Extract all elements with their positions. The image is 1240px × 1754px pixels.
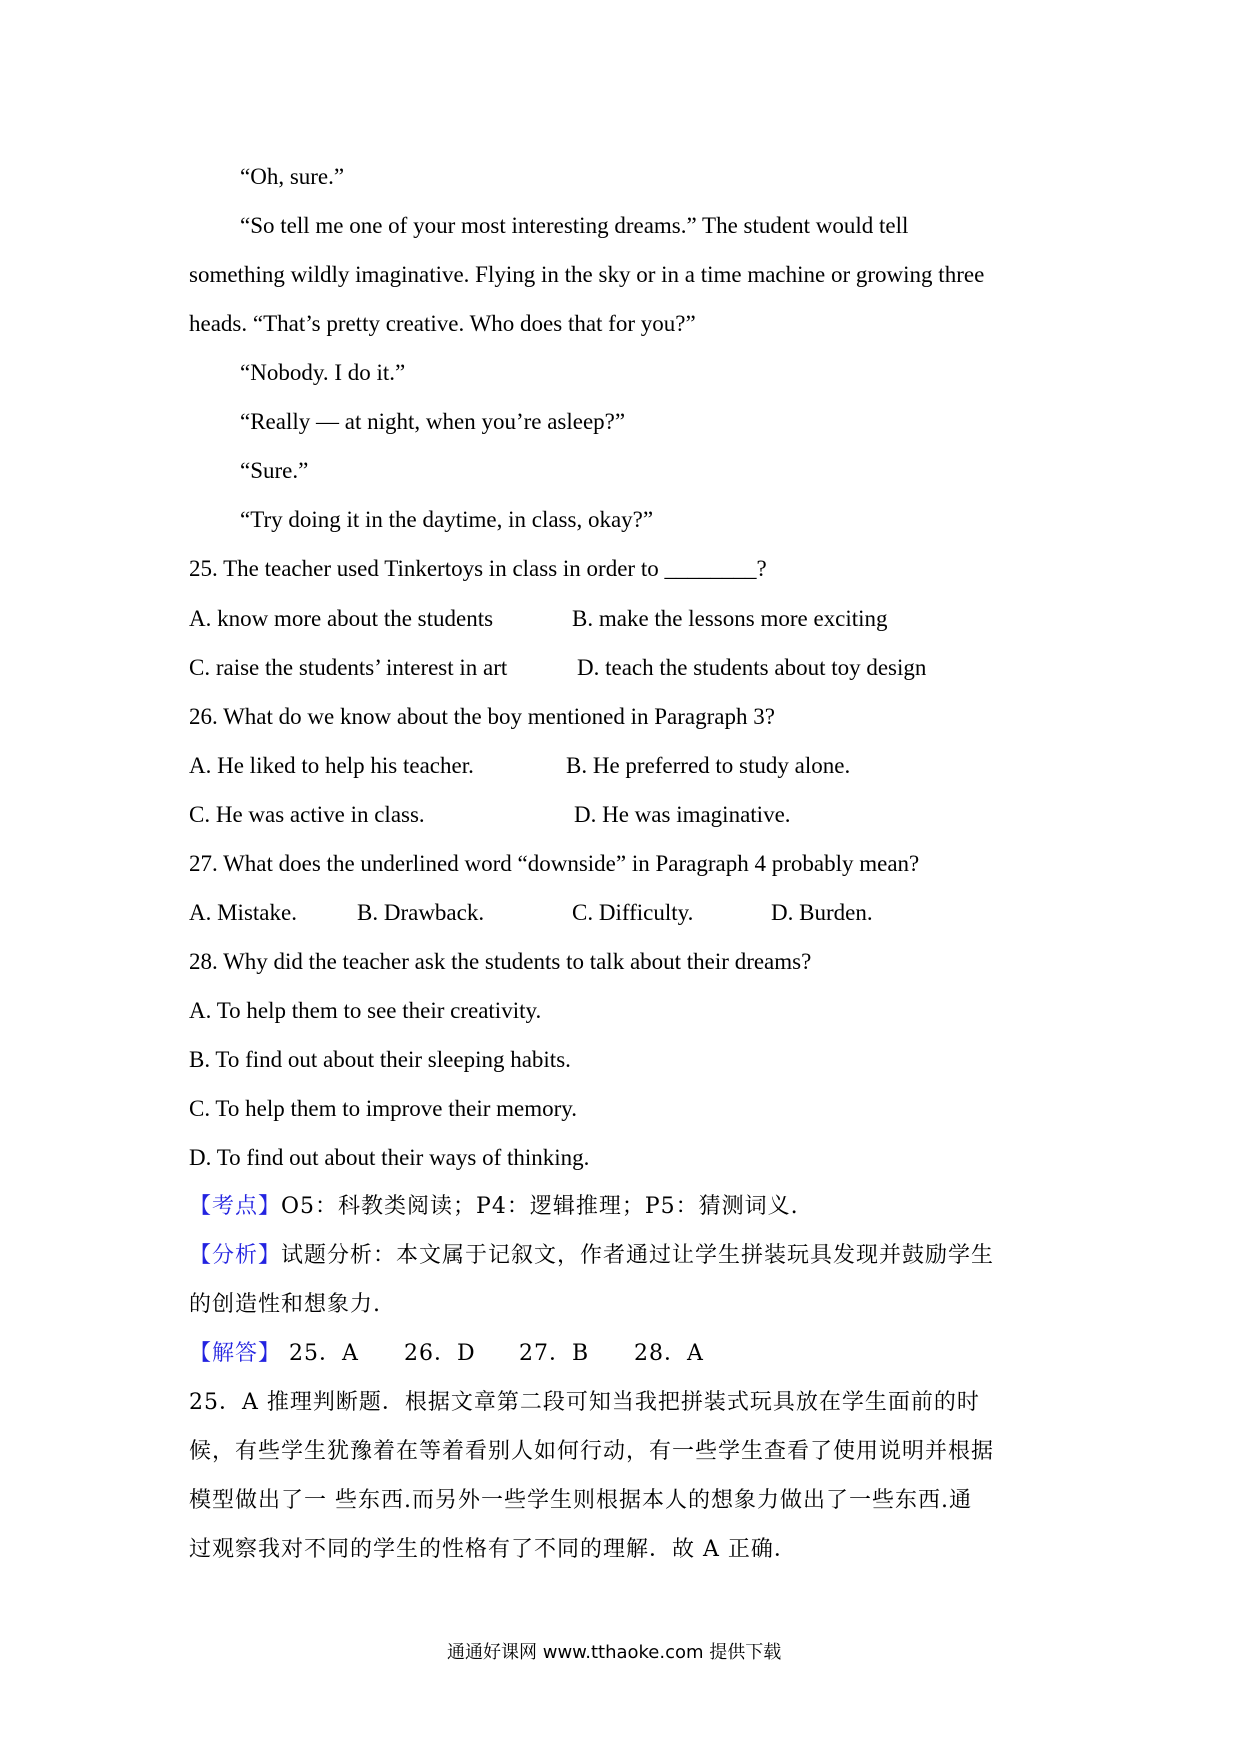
passage-line: “Nobody. I do it.”: [240, 360, 406, 385]
passage-line: heads. “That’s pretty creative. Who does that for you?”: [189, 311, 696, 336]
fenxi-label: 【分析】: [189, 1243, 282, 1268]
option-d: D. teach the students about toy design: [577, 655, 927, 680]
option-c: C. Difficulty.: [572, 900, 694, 925]
question-25-stem: 25. The teacher used Tinkertoys in class in order to ________?: [189, 556, 767, 581]
explanation-line: 25．A 推理判断题．根据文章第二段可知当我把拼装式玩具放在学生面前的时: [189, 1390, 980, 1415]
kaodian-text: O5：科教类阅读；P4：逻辑推理；P5：猜测词义.: [281, 1194, 799, 1219]
option-c: C. To help them to improve their memory.: [189, 1096, 578, 1121]
option-c: C. He was active in class.: [189, 802, 425, 827]
passage-line: something wildly imaginative. Flying in the sky or in a time machine or growing three: [189, 262, 985, 287]
answer: 26．D: [404, 1341, 476, 1366]
option-d: D. He was imaginative.: [574, 802, 791, 827]
question-25-options-row1: [189, 604, 1089, 634]
passage-line: “Oh, sure.”: [240, 164, 345, 189]
fenxi-line-2: 的创造性和想象力.: [189, 1292, 381, 1317]
option-a: A. He liked to help his teacher.: [189, 753, 474, 778]
option-b: B. Drawback.: [357, 900, 485, 925]
option-b: B. To find out about their sleeping habits.: [189, 1047, 571, 1072]
option-d: D. Burden.: [771, 900, 873, 925]
jieda-line: [189, 1339, 1089, 1369]
option-a: A. To help them to see their creativity.: [189, 998, 542, 1023]
question-25-options-row2: [189, 653, 1089, 683]
question-26-stem: 26. What do we know about the boy mentioned in Paragraph 3?: [189, 704, 775, 729]
option-c: C. raise the students’ interest in art: [189, 655, 508, 680]
question-27-options: [189, 898, 1089, 928]
jieda-label: 【解答】: [189, 1341, 282, 1366]
explanation-line: 过观察我对不同的学生的性格有了不同的理解．故 A 正确．: [189, 1537, 797, 1562]
fenxi-text: 试题分析：本文属于记叙文，作者通过让学生拼装玩具发现并鼓励学生: [281, 1243, 995, 1268]
explanation-line: 模型做出了一 些东西.而另外一些学生则根据本人的想象力做出了一些东西.通: [189, 1488, 972, 1513]
question-28-stem: 28. Why did the teacher ask the students to talk about their dreams?: [189, 949, 812, 974]
fenxi-line: [189, 1241, 994, 1271]
kaodian-label: 【考点】: [189, 1194, 282, 1219]
kaodian-line: [189, 1192, 799, 1222]
question-26-options-row1: [189, 751, 1089, 781]
option-b: B. make the lessons more exciting: [572, 606, 888, 631]
question-27-stem: 27. What does the underlined word “downside” in Paragraph 4 probably mean?: [189, 851, 920, 876]
passage-line: “Sure.”: [240, 458, 309, 483]
passage-line: “Really — at night, when you’re asleep?”: [240, 409, 626, 434]
answer: 25．A: [289, 1341, 359, 1366]
answer: 28．A: [634, 1341, 704, 1366]
option-d: D. To find out about their ways of thinking.: [189, 1145, 590, 1170]
explanation-line: 候，有些学生犹豫着在等着看别人如何行动，有一些学生查看了使用说明并根据: [189, 1439, 995, 1464]
question-26-options-row2: [189, 800, 1089, 830]
passage-line: “Try doing it in the daytime, in class, okay?”: [240, 507, 654, 532]
answer: 27．B: [519, 1341, 590, 1366]
passage-line: “So tell me one of your most interesting dreams.” The student would tell: [240, 213, 909, 238]
page-footer: 通通好课网 www.tthaoke.com 提供下载: [447, 1642, 782, 1663]
option-a: A. know more about the students: [189, 606, 494, 631]
option-b: B. He preferred to study alone.: [566, 753, 851, 778]
option-a: A. Mistake.: [189, 900, 297, 925]
